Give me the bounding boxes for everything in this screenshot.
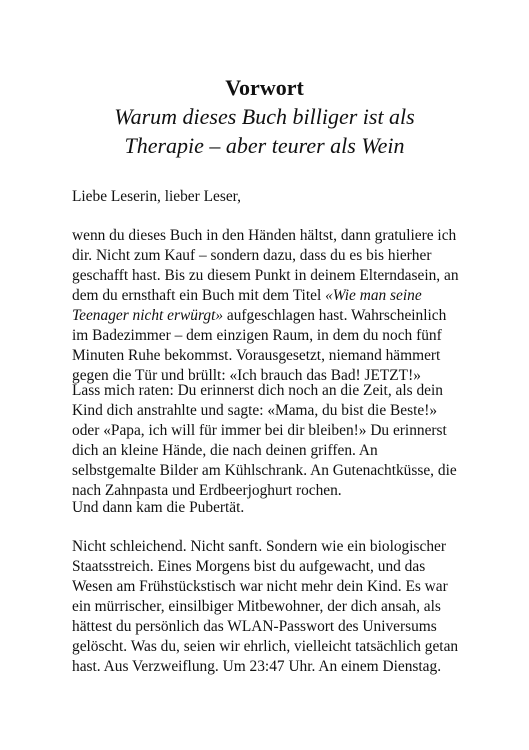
paragraph-1 [72, 226, 464, 386]
paragraph-3: Und dann kam die Pubertät. [72, 499, 245, 516]
paragraph-2: Lass mich raten: Du erinnerst dich noch an die Zeit, als dein Kind dich anstrahlte und sagte: «Mama, du bist die Beste!» oder «Papa, ich will für immer bei dir bleiben!» Du erinnerst dich an kleine Hände, die nach deinen griffen. An selbstgemalte Bilder am Kühlschrank. An Gutenachtküsse, die nach Zahnpasta und Erdbeerjoghurt rochen. [72, 382, 457, 499]
paragraph-1-text-start: wenn du dieses Buch in den Händen hältst, dann gratuliere ich dir. Nicht zum Kauf – sondern dazu, dass du es bis hierher geschafft hast. Bis zu diesem Punkt in deinem Elterndasein, an dem du ernsthaft ein Buch mit dem Titel [72, 227, 459, 304]
subtitle-line-1: Warum dieses Buch billiger ist als [114, 104, 415, 129]
paragraph-1-text-end: aufgeschlagen hast. Wahrscheinlich im Badezimmer – dem einzigen Raum, in dem du noch fünf Minuten Ruhe bekommst. Vorausgesetzt, niemand hämmert gegen die Tür und brüllt: «Ich brauch das Bad! JETZT!» [72, 307, 447, 384]
chapter-title: Vorwort [225, 75, 304, 100]
subtitle-line-2: Therapie – aber teurer als Wein [124, 133, 405, 158]
chapter-subtitle [0, 102, 529, 160]
salutation: Liebe Leserin, lieber Leser, [72, 188, 242, 205]
paragraph-4: Nicht schleichend. Nicht sanft. Sondern wie ein biologischer Staatsstreich. Eines Morgens bist du aufgewacht, und das Wesen am Frühstückstisch war nicht mehr dein Kind. Es war ein mürrischer, einsilbiger Mitbewohner, der dich ansah, als hättest du persönlich das WLAN-Passwort des Universums gelöscht. Was du, seien wir ehrlich, vielleicht tatsächlich getan hast. Aus Verzweiflung. Um 23:47 Uhr. An einem Dienstag. [72, 538, 459, 675]
book-title-reference: «Wie man seine Teenager nicht erwürgt» [72, 287, 422, 324]
